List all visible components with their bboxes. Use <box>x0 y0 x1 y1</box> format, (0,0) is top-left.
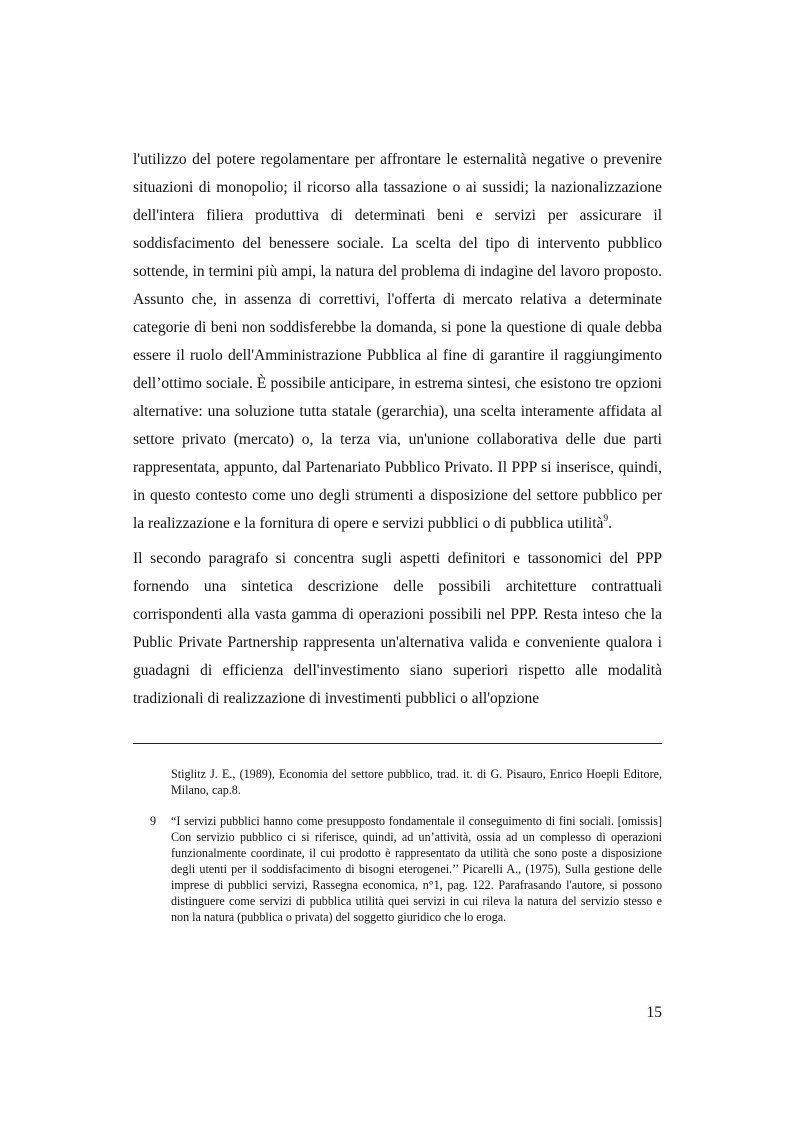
footnote-text: “I servizi pubblici hanno come presupposto fondamentale il conseguimento di fini sociali. [omissis] Con servizio pubblico ci si riferisce, quindi, ad un’attività, ossia ad un complesso di operazioni funzionalmente coordinate, il cui prodotto è rappresentato da utilità che sono poste a disposizione degli utenti per il soddisfacimento di bisogni eterogenei.’’ Picarelli A., (1975), Sulla gestione delle imprese di pubblici servizi, Rassegna economica, n°1, pag. 122. Parafrasando l'autore, si possono distinguere come servizi di pubblica utilità quei servizi in cui rileva la natura del servizio stesso e non la natura (pubblica o privata) del soggetto giuridico che lo eroga. <box>171 814 662 924</box>
footnote-9 <box>133 813 662 925</box>
paragraph-1 <box>133 146 662 538</box>
footnote-separator <box>133 743 662 744</box>
main-text <box>133 146 662 713</box>
footnote-8 <box>133 766 662 798</box>
paragraph-2: Il secondo paragrafo si concentra sugli aspetti definitori e tassonomici del PPP fornendo una sintetica descrizione delle possibili architetture contrattuali corrispondenti alla vasta gamma di operazioni possibili nel PPP. Resta inteso che la Public Private Partnership rappresenta un'alternativa valida e conveniente qualora i guadagni di efficienza dell'investimento siano superiori rispetto alle modalità tradizionali di realizzazione di investimenti pubblici o all'opzione <box>133 550 662 707</box>
footnotes <box>133 766 662 925</box>
footnote-number: 9 <box>150 814 157 828</box>
paragraph-1-text: l'utilizzo del potere regolamentare per affrontare le esternalità negative o prevenire situazioni di monopolio; il ricorso alla tassazione o ai sussidi; la nazionalizzazione dell'intera filiera produttiva di determinati beni e servizi per assicurare il soddisfacimento del benessere sociale. La scelta del tipo di intervento pubblico sottende, in termini più ampi, la natura del problema di indagine del lavoro proposto. Assunto che, in assenza di correttivi, l'offerta di mercato relativa a determinate categorie di beni non soddisferebbe la domanda, si pone la questione di quale debba essere il ruolo dell'Amministrazione Pubblica al fine di garantire il raggiungimento dell’ottimo sociale. È possibile anticipare, in estrema sintesi, che esistono tre opzioni alternative: una soluzione tutta statale (gerarchia), una scelta interamente affidata al settore privato (mercato) o, la terza via, un'unione collaborativa delle due parti rappresentata, appunto, dal Partenariato Pubblico Privato. Il PPP si inserisce, quindi, in questo contesto come uno degli strumenti a disposizione del settore pubblico per la realizzazione e la fornitura di opere e servizi pubblici o di pubblica utilità <box>133 151 662 532</box>
paragraph-1-end: . <box>608 515 613 532</box>
page-number: 15 <box>646 1004 662 1021</box>
footnote-text: Stiglitz J. E., (1989), Economia del settore pubblico, trad. it. di G. Pisauro, Enrico Hoepli Editore, Milano, cap.8. <box>171 767 662 797</box>
footnote-reference-9: 9 <box>603 514 609 524</box>
